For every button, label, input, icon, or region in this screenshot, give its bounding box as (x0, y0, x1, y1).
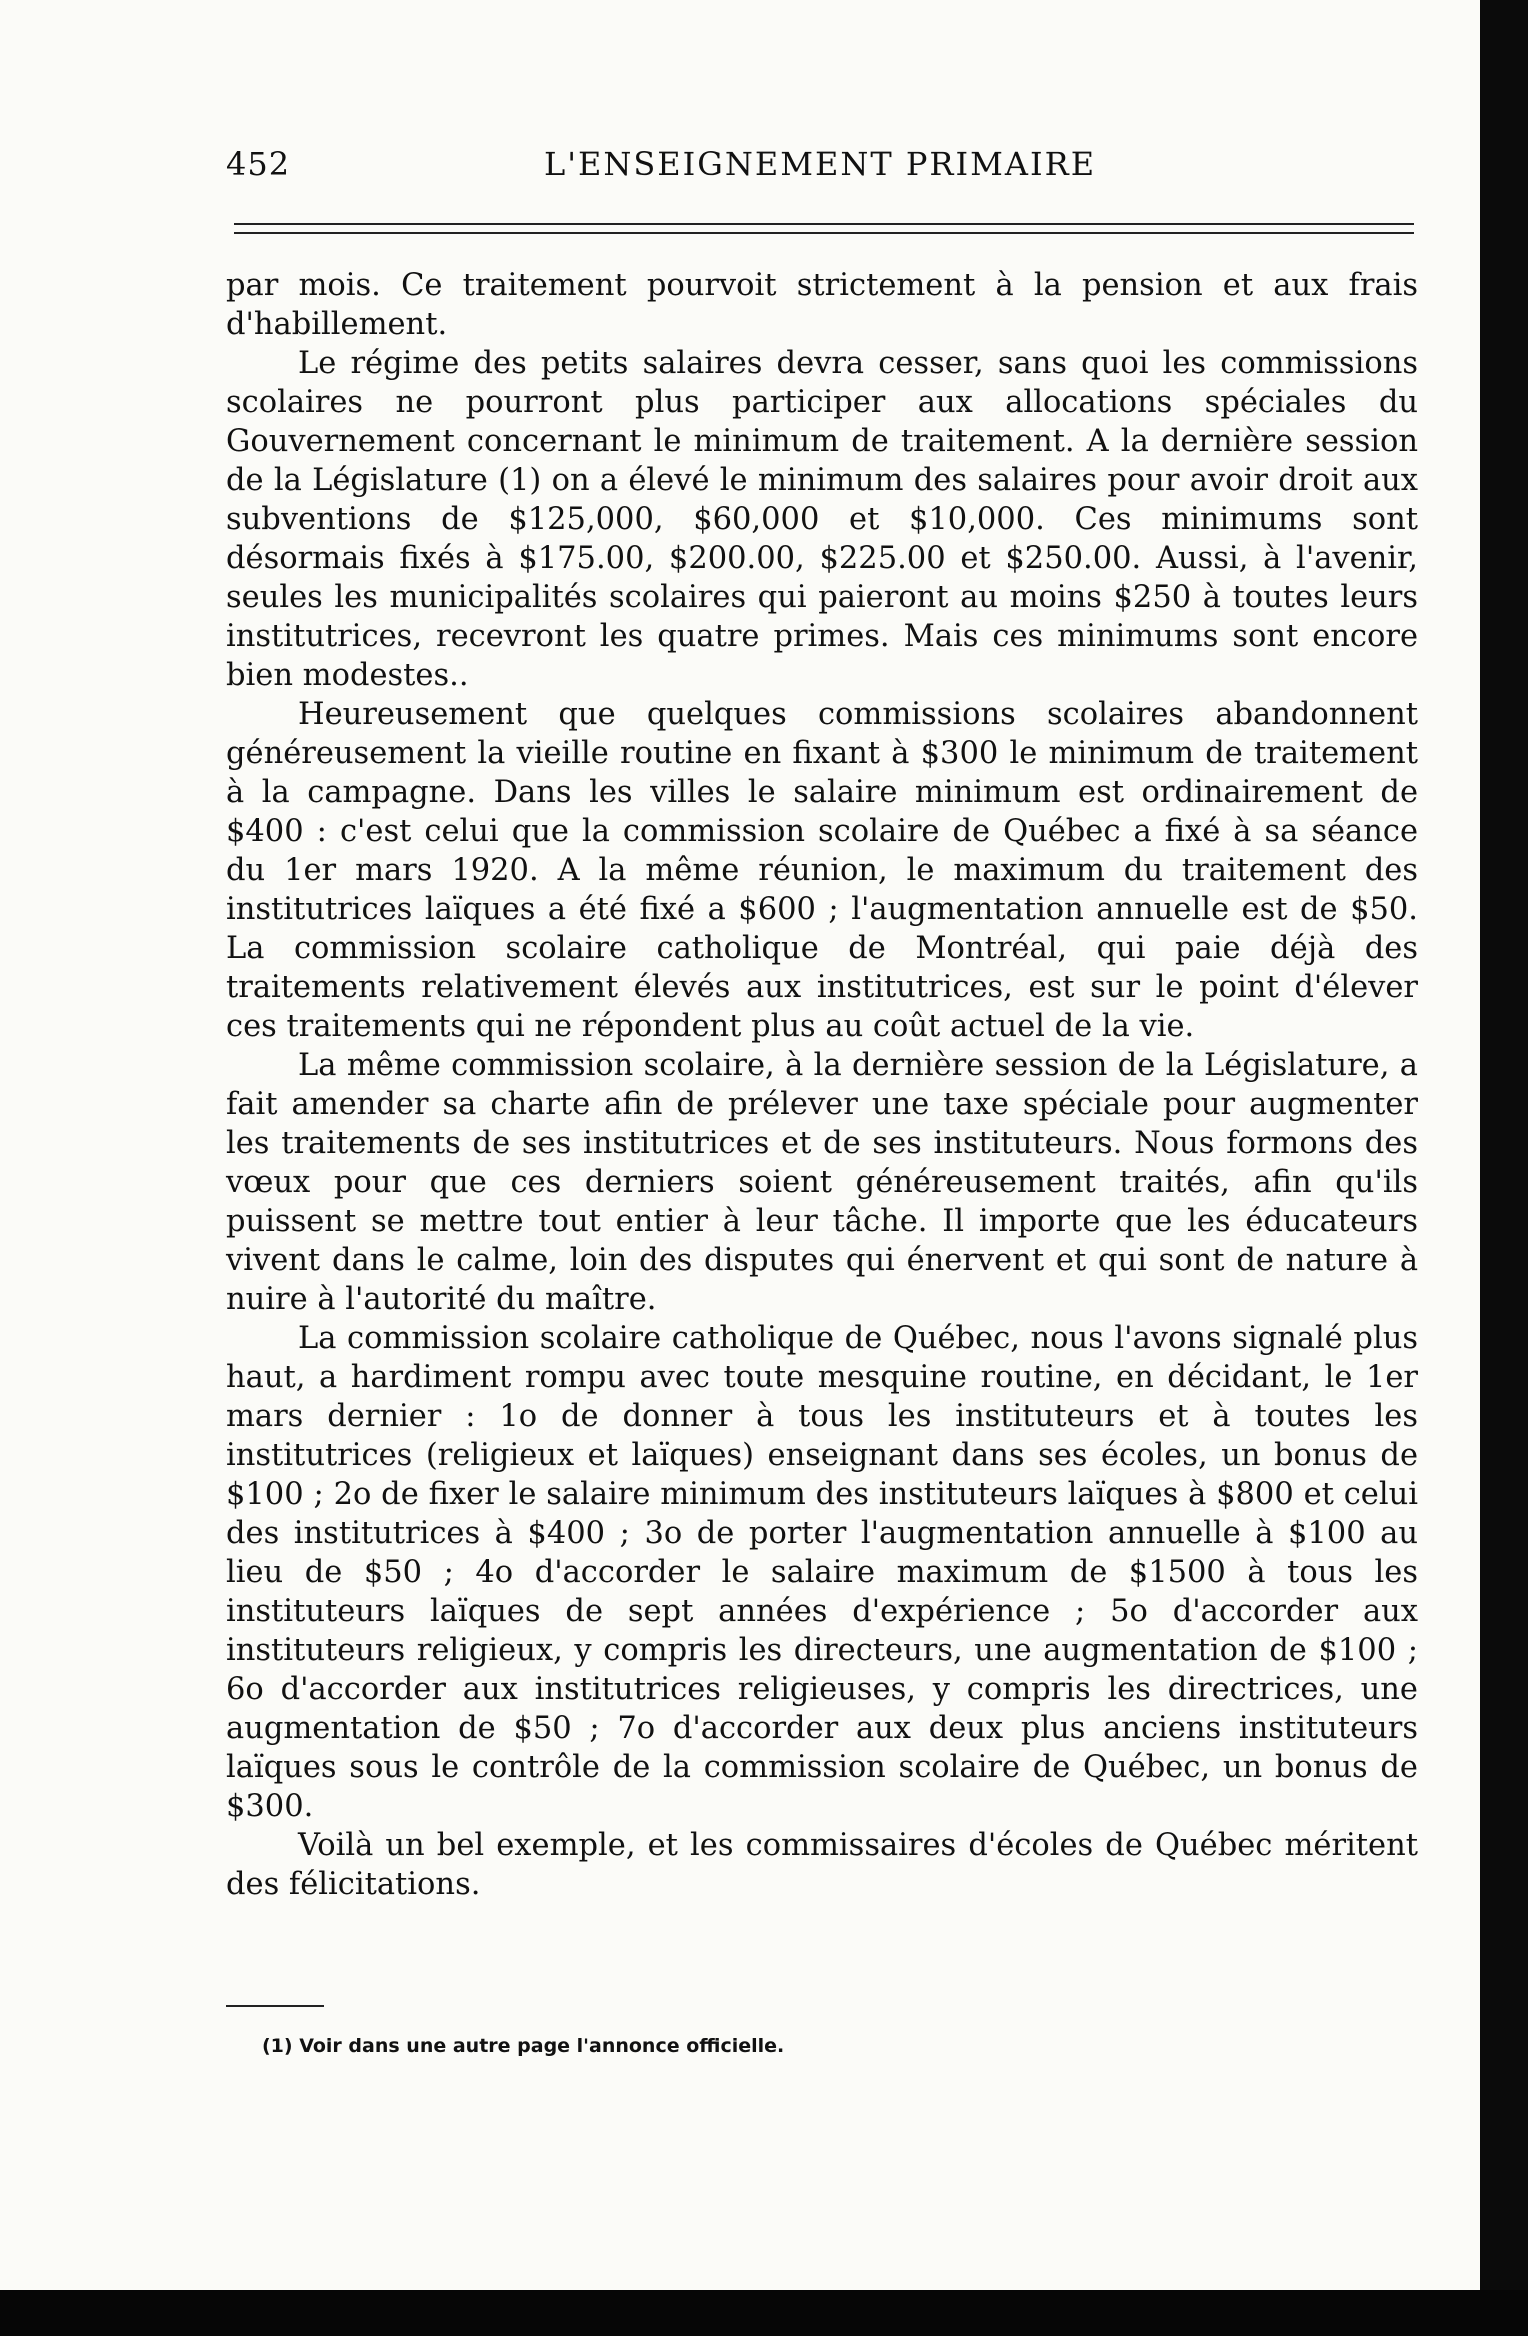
paragraph-6: Voilà un bel exemple, et les commissaires d'écoles de Québec méritent des félicitations. (226, 1828, 1418, 1902)
paragraph-5: La commission scolaire catholique de Québec, nous l'avons signalé plus haut, a hardiment rompu avec toute mesquine routine, en décidant, le 1er mars dernier : 1o de donner à tous les instituteurs et à toutes les institutrices (religieux et laïques) enseignant dans ses écoles, un bonus de $100 ; 2o de fixer le salaire minimum des instituteurs laïques à $800 et celui des institutrices à $400 ; 3o de porter l'augmentation annuelle à $100 au lieu de $50 ; 4o d'accorder le salaire maximum de $1500 à tous les instituteurs laïques de sept années d'expérience ; 5o d'accorder aux instituteurs religieux, y compris les directeurs, une augmentation de $100 ; 6o d'accorder aux institutrices religieuses, y compris les directrices, une augmentation de $50 ; 7o d'accorder aux deux plus anciens instituteurs laïques sous le contrôle de la commission scolaire de Québec, un bonus de $300. (226, 1321, 1418, 1824)
article-body (226, 266, 1418, 1904)
header-rule-bottom (234, 232, 1414, 234)
footnote: (1) Voir dans une autre page l'annonce officielle. (262, 2035, 785, 2057)
footnote-rule (226, 2005, 324, 2007)
page-header (226, 140, 1414, 188)
paragraph-2: Le régime des petits salaires devra cesser, sans quoi les commissions scolaires ne pourront plus participer aux allocations spéciales du Gouvernement concernant le minimum de traitement. A la dernière session de la Législature (1) on a élevé le minimum des salaires pour avoir droit aux subventions de $125,000, $60,000 et $10,000. Ces minimums sont désormais fixés à $175.00, $200.00, $225.00 et $250.00. Aussi, à l'avenir, seules les municipalités scolaires qui paieront au moins $250 à toutes leurs institutrices, recevront les quatre primes. Mais ces minimums sont encore bien modestes.. (226, 346, 1418, 693)
page-number: 452 (226, 145, 291, 183)
scan-bottom-border (0, 2290, 1528, 2336)
paragraph-1: par mois. Ce traitement pourvoit strictement à la pension et aux frais d'habillement. (226, 268, 1418, 342)
paragraph-3: Heureusement que quelques commissions scolaires abandonnent généreusement la vieille routine en fixant à $300 le minimum de traitement à la campagne. Dans les villes le salaire minimum est ordinairement de $400 : c'est celui que la commission scolaire de Québec a fixé à sa séance du 1er mars 1920. A la même réunion, le maximum du traitement des institutrices laïques a été fixé a $600 ; l'augmentation annuelle est de $50. La commission scolaire catholique de Montréal, qui paie déjà des traitements relativement élevés aux institutrices, est sur le point d'élever ces traitements qui ne répondent plus au coût actuel de la vie. (226, 697, 1418, 1044)
paragraph-4: La même commission scolaire, à la dernière session de la Législature, a fait amender sa charte afin de prélever une taxe spéciale pour augmenter les traitements de ses institutrices et de ses instituteurs. Nous formons des vœux pour que ces derniers soient généreusement traités, afin qu'ils puissent se mettre tout entier à leur tâche. Il importe que les éducateurs vivent dans le calme, loin des disputes qui énervent et qui sont de nature à nuire à l'autorité du maître. (226, 1048, 1418, 1317)
running-title: L'ENSEIGNEMENT PRIMAIRE (543, 145, 1097, 183)
header-rule-top (234, 223, 1414, 225)
scan-right-border (1480, 0, 1528, 2336)
